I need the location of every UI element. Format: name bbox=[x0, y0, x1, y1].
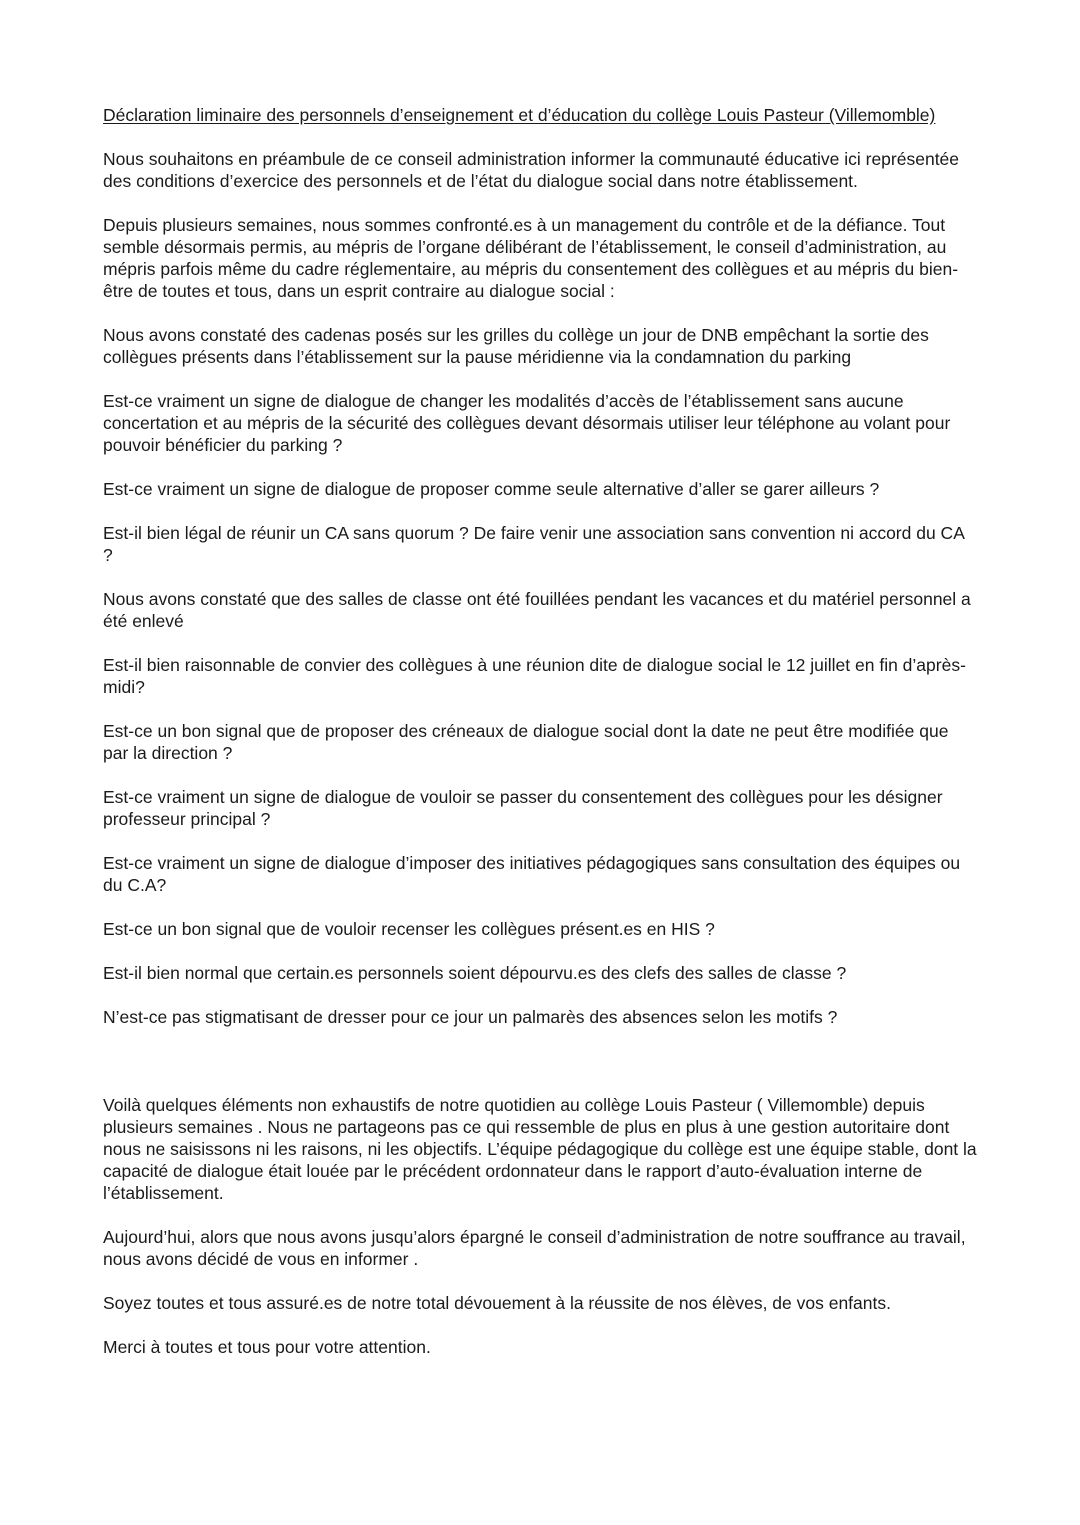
paragraph-quorum: Est-il bien légal de réunir un CA sans quorum ? De faire venir une association sans convention ni accord du CA ? bbox=[103, 523, 964, 565]
paragraph-today: Aujourd’hui, alors que nous avons jusqu’alors épargné le conseil d’administration de notre souffrance au travail, nous avons décidé de vous en informer . bbox=[103, 1227, 966, 1269]
paragraph-classroom-search: Nous avons constaté que des salles de classe ont été fouillées pendant les vacances et du matériel personnel a été enlevé bbox=[103, 589, 971, 631]
paragraph-absence-ranking: N’est-ce pas stigmatisant de dresser pour ce jour un palmarès des absences selon les motifs ? bbox=[103, 1007, 838, 1027]
paragraph-preamble: Nous souhaitons en préambule de ce conseil administration informer la communauté éducative ici représentée des conditions d’exercice des personnels et de l’état du dialogue social dans notre établissement. bbox=[103, 149, 960, 191]
paragraph-thanks: Merci à toutes et tous pour votre attention. bbox=[103, 1337, 431, 1357]
paragraph-access-modalities: Est-ce vraiment un signe de dialogue de changer les modalités d’accès de l’établissement sans aucune concertation et au mépris de la sécurité des collègues devant désormais utiliser leur téléphone au volant pour pouvoir bénéficier du parking ? bbox=[103, 391, 951, 455]
body-section-2 bbox=[103, 1094, 978, 1358]
section-gap bbox=[103, 1050, 978, 1094]
paragraph-his-census: Est-ce un bon signal que de vouloir recenser les collègues présent.es en HIS ? bbox=[103, 919, 715, 939]
paragraph-management: Depuis plusieurs semaines, nous sommes confronté.es à un management du contrôle et de la défiance. Tout semble désormais permis, au mépris de l’organe délibérant de l’établissement, le conseil d’administration, au mépris parfois même du cadre réglementaire, au mépris du consentement des collègues et au mépris du bien-être de toutes et tous, dans un esprit contraire au dialogue social : bbox=[103, 215, 959, 301]
paragraph-classroom-keys: Est-il bien normal que certain.es personnels soient dépourvu.es des clefs des salles de classe ? bbox=[103, 963, 847, 983]
paragraph-parking-alternative: Est-ce vraiment un signe de dialogue de proposer comme seule alternative d’aller se garer ailleurs ? bbox=[103, 479, 880, 499]
body-section-1 bbox=[103, 148, 978, 1028]
paragraph-main-teacher: Est-ce vraiment un signe de dialogue de vouloir se passer du consentement des collègues pour les désigner professeur principal ? bbox=[103, 787, 943, 829]
paragraph-july-meeting: Est-il bien raisonnable de convier des collègues à une réunion dite de dialogue social le 12 juillet en fin d’après-midi? bbox=[103, 655, 966, 697]
paragraph-padlocks: Nous avons constaté des cadenas posés sur les grilles du collège un jour de DNB empêchant la sortie des collègues présents dans l’établissement sur la pause méridienne via la condamnation du parking bbox=[103, 325, 929, 367]
paragraph-pedagogical-initiatives: Est-ce vraiment un signe de dialogue d’imposer des initiatives pédagogiques sans consultation des équipes ou du C.A? bbox=[103, 853, 961, 895]
paragraph-devotion: Soyez toutes et tous assuré.es de notre total dévouement à la réussite de nos élèves, de vos enfants. bbox=[103, 1293, 891, 1313]
document-title: Déclaration liminaire des personnels d’enseignement et d’éducation du collège Louis Pasteur (Villemomble) bbox=[103, 105, 936, 125]
paragraph-dialogue-slots: Est-ce un bon signal que de proposer des créneaux de dialogue social dont la date ne peut être modifiée que par la direction ? bbox=[103, 721, 949, 763]
document-body bbox=[103, 104, 978, 1380]
paragraph-summary: Voilà quelques éléments non exhaustifs de notre quotidien au collège Louis Pasteur ( Villemomble) depuis plusieurs semaines . Nous ne partageons pas ce qui ressemble de plus en plus à une gestion autoritaire dont nous ne saisissons ni les raisons, ni les objectifs. L’équipe pédagogique du collège est une équipe stable, dont la capacité de dialogue était louée par le précédent ordonnateur dans le rapport d’auto-évaluation interne de l’établissement. bbox=[103, 1095, 977, 1203]
